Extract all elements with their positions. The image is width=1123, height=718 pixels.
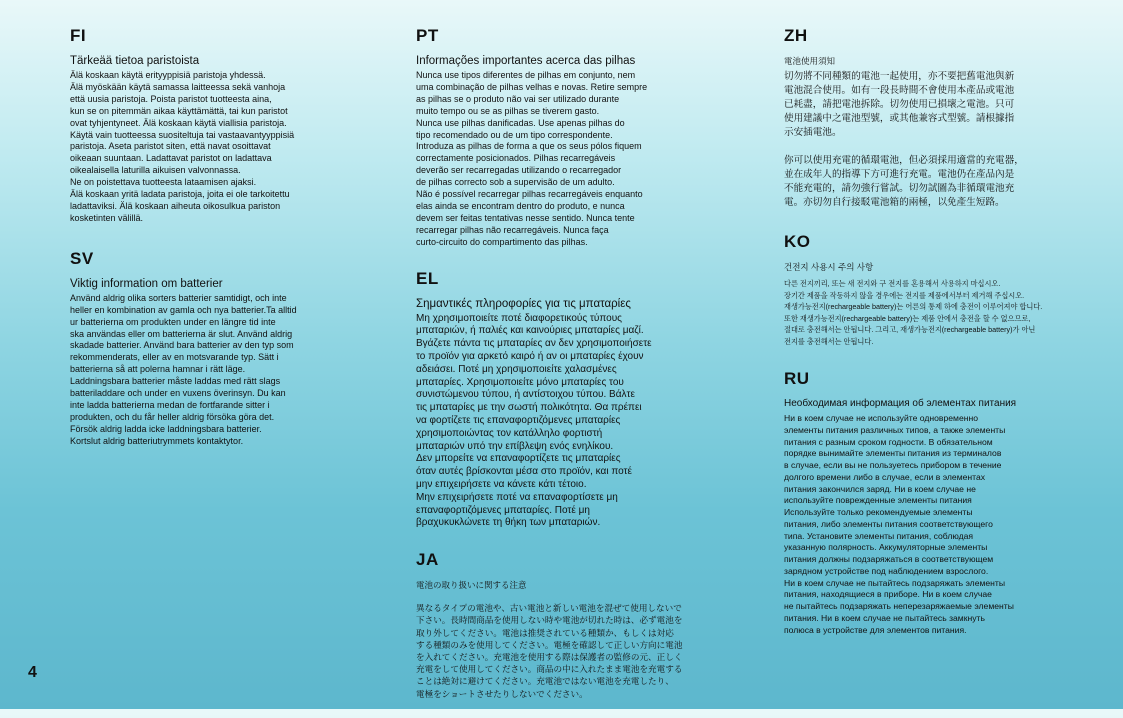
section-code: FI [70,26,87,45]
page-number: 4 [28,664,37,681]
section-ko [784,232,1084,347]
section-code: RU [784,369,810,388]
section-title: 건전지 사용시 주의 사항 [784,262,874,272]
section-body: Använd aldrig olika sorters batterier samtidigt, och inte heller en kombination av gamla och nya batterier.Ta alltid ur batterierna om produkten under en längre tid inte ska användas eller om batterierna är slut. Använd aldrig skadade batterier. Använd bara batterier av den typ som rekommenderats, eller av en motsvarande typ. Sätt i batterierna så att polerna hamnar i rätt läge. Laddningsbara batterier måste laddas med rätt slags batteriladdare och under en vuxens överinsyn. Du kan inte ladda batterierna medan de fortfarande sitter i produkten, och du får heller aldrig försöka göra det. Försök aldrig ladda icke laddningsbara batterier. Kortslut aldrig batteriutrymmets kontaktytor. [70,292,297,446]
column-left [70,26,370,466]
section-title: 電池の取り扱いに関する注意 [416,580,527,591]
section-body: 다른 전지끼리, 또는 새 전지와 구 전지를 혼용해서 사용하지 마십시오. 장기간 제품을 작동하지 않을 경우에는 전지를 제품에서부터 제거해 주십시오. 재생가능전지(rechargeable battery)는 어른의 통제 하에 충전이 이루어져야 합니다. 또한 재생가능전지(rechargeable battery)는 제품 안에서 충전을 할 수 없으므로, 절대로 충전해서는 안됩니다. 그리고, 재생가능전지(rechargeable battery)가 아닌 전지를 충전해서는 안됩니다. [784,279,1043,346]
section-title: Viktig information om batterier [70,277,223,290]
section-body: Älä koskaan käytä erityyppisiä paristoja yhdessä. Älä myöskään käytä samassa laitteessa sekä vanhoja että uusia paristoja. Poista paristot tuotteesta aina, kun se on pitemmän aikaa käyttämättä, tai kun paristot ovat tyhjentyneet. Älä koskaan käytä viallisia paristoja. Käytä vain tuotteessa suositeltuja tai vastaavantyyppisiä paristoja. Aseta paristot siten, että navat osoittavat oikeaan suuntaan. Ladattavat paristot on ladattava oikealaisella laturilla aikuisen valvonnassa. Ne on poistettava tuotteesta lataamisen ajaksi. Älä koskaan yritä ladata paristoja, joita ei ole tarkoitettu ladattaviksi. Älä koskaan aiheuta oikosulkua pariston kosketinten välillä. [70,70,295,223]
section-code: SV [70,248,94,268]
section-fi [70,26,370,225]
section-code: JA [416,550,439,570]
section-el [416,269,736,531]
section-body: Nunca use tipos diferentes de pilhas em conjunto, nem uma combinação de pilhas velhas e novas. Retire sempre as pilhas se o produto não vai ser utilizado durante muito tempo ou se as pilhas se tiverem gasto. Nunca use pilhas danificadas. Use apenas pilhas do tipo recomendado ou de um tipo correspondente. Introduza as pilhas de forma a que os seus pólos fiquem correctamente posicionados. Pilhas recarregáveis deverão ser recarregadas utilizando o recarregador de pilhas correcto sob a supervisão de um adulto. Não é possível recarregar pilhas recarregáveis enquanto elas ainda se encontram dentro do produto, e nunca devem ser feitas tentativas nesse sentido. Nunca tente recarregar pilhas não recarregáveis. Nunca faça curto-circuito do compartimento das pilhas. [416,70,648,247]
section-title: 電池使用須知 [784,56,836,66]
section-code: EL [416,268,439,288]
section-body: 切勿將不同種類的電池一起使用，亦不要把舊電池與新 電池混合使用。如有一段長時間不會使用本產品或電池 已耗盡，請把電池拆除。切勿使用已損壞之電池。只可 使用建議中之電池型號，或其他兼容式型號。請根據指 示安插電池。 你可以使用充電的循環電池，但必須採用適當的充電器， 並在成年人的指導下方可進行充電。電池仍在產品內是 不能充電的，請勿強行嘗試。切勿試圖為非循環電池充 電。亦切勿自行接駁電池箱的兩極，以免產生短路。 [784,71,1024,208]
column-middle [416,26,736,718]
section-title: Tärkeää tietoa paristoista [70,55,200,67]
section-sv [70,249,370,448]
section-body: Ни в коем случае не используйте одновременно элементы питания различных типов, а также элементы питания с разным сроком годности. В обязательном порядке вынимайте элементы питания из терминалов в случае, если вы не пользуетесь прибором в течение долгого времени либо в случае, если в элементах питания закончился заряд. Ни в коем случае не используйте поврежденные элементы питания Используйте только рекомендуемые элементы питания, либо элементы питания соответствующего типа. Установите элементы питания, соблюдая указанную полярность. Аккумуляторные элементы питания должны подзаряжаться в соответствующем зарядном устройстве под наблюдением взрослого. Ни в коем случае не пытайтесь подзаряжать элементы питания, находящиеся в приборе. Ни в коем случае не пытайтесь подзаряжать неперезаряжаемые элементы питания. Ни в коем случае не пытайтесь замкнуть полюса в устройстве для элементов питания. [784,413,1014,635]
section-title: Σημαντικές πληροφορίες για τις μπαταρίες [416,297,631,310]
section-title: Необходимая информация об элементах питания [784,398,1017,409]
section-pt [416,26,736,249]
section-ja [416,550,736,700]
section-body: 異なるタイプの電池や、古い電池と新しい電池を混ぜて使用しないで 下さい。長時間商品を使用しない時や電池が切れた時は、必ず電池を 取り外してください。電池は推奨されている種類か、もしくは対応 する種類のみを使用してください。電極を確認して正しい方向に電池 を入れてください。充電池を使用する際は保護者の監修の元、正しく 充電をして使用してください。商品の中に入れたまま電池を充電する ことは絶対に避けてください。充電池ではない電池を充電したり、 電極をショートさせたりしないでください。 [416,603,683,699]
section-code: KO [784,232,811,251]
section-zh [784,26,1084,210]
section-body: Μη χρησιμοποιείτε ποτέ διαφορετικούς τύπους μπαταριών, ή παλιές και καινούριες μπαταρίες μαζί. Βγάζετε πάντα τις μπαταρίες αν δεν χρησιμοποιήσετε το προϊόν για αρκετό καιρό ή αν οι μπαταρίες έχουν αδειάσει. Ποτέ μη χρησιμοποιείτε χαλασμένες μπαταρίες. Χρησιμοποιείτε μόνο μπαταρίες του συνιστώμενου τύπου, ή αντίστοιχου τύπου. Βάλτε τις μπαταρίες με την σωστή πολικότητα. Θα πρέπει να φορτίζετε τις επαναφορτιζόμενες μπαταρίες χρησιμοποιώντας τον κατάλληλο φορτιστή μπαταριών υπό την επίβλεψη ενός ενηλίκου. Δεν μπορείτε να επαναφορτίζετε τις μπαταρίες όταν αυτές βρίσκονται μέσα στο προϊόν, και ποτέ μην επιχειρήσετε να κάνετε κάτι τέτοιο. Μην επιχειρήσετε ποτέ να επαναφορτίσετε μη επαναφορτιζόμενες μπαταρίες. Ποτέ μη βραχυκυκλώνετε τη θήκη των μπαταριών. [416,312,652,529]
section-code: ZH [784,26,808,45]
section-code: PT [416,26,439,45]
section-ru [784,369,1084,636]
section-title: Informações importantes acerca das pilhas [416,55,636,67]
column-right [784,26,1084,654]
